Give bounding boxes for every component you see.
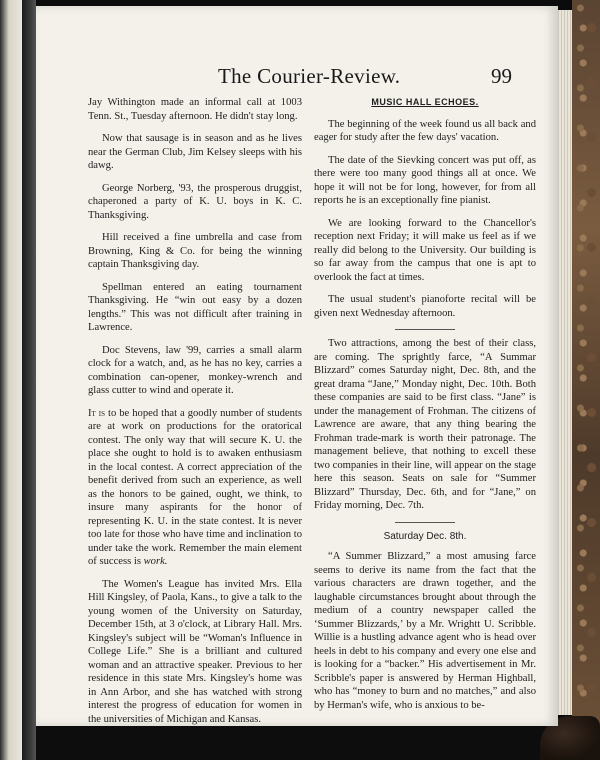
- paragraph: The usual student's pianoforte recital will be given next Wednesday afternoon.: [314, 294, 536, 319]
- paragraph: The date of the Sievking concert was put off, as there were too many good things all at once. We hope it will not be for long, however, for from all reports he is an exceptionally fine pianist.: [314, 154, 536, 206]
- book-gutter: [22, 0, 36, 760]
- womens-league-paragraph: The Women's League has invited Mrs. Ella Hill Kingsley, of Paola, Kans., to give a talk to the young women of the University on Saturday, December 15th, at 3 o'clock, at Library Hall. Mrs. Kingsley's subject will be “Woman's Influence in College Life.” She is a brilliant and cultured woman and an attractive speaker. Previous to her residence in this state Mrs. Kingsley's home was in Ann Arbor, and she has watched with strong interest the progress of education for women in the universities of Michigan and Kansas.: [88, 578, 302, 725]
- editorial-body: to be hoped that a goodly number of students are at work on productions for the oratorical contest. The only way that will secure K. U. the place she ought to hold is to awaken enthusiasm in the local contest. A correct appreciation of the benefit derived from such an experience, as well as the honors to be gained, ought, we think, to insure many aspirants for the honor of representing K. U. in the state contest. It is never too late for those who have time and inclination to under take the work. Remember the main element of success is: [88, 407, 303, 567]
- paragraph: George Norberg, '93, the prosperous druggist, chaperoned a party of K. U. boys in K. C. Thanksgiving.: [88, 182, 302, 221]
- paragraph: Jay Withington made an informal call at 1003 Tenn. St., Tuesday afternoon. He didn't stay long.: [88, 97, 302, 122]
- facing-page-edge: [0, 0, 22, 760]
- journal-title: The Courier-Review.: [218, 64, 401, 88]
- divider-rule: [395, 329, 455, 330]
- running-header: [36, 64, 558, 92]
- paragraph: Hill received a fine umbrella and case from Browning, King & Co. for being the winning captain Thanksgiving day.: [88, 232, 302, 270]
- paragraph: The beginning of the week found us all back and eager for study after the few days' vacation.: [314, 118, 536, 143]
- blizzard-paragraph: “A Summer Blizzard,” a most amusing farce seems to derive its name from the fact that the various characters are drawn together, and the laughable circumstances brought about through the medium of a country newspaper called the ‘Summer Blizzards,’ by a Mr. Wrightt U. Scribble. Willie is a hustling advance agent who is head over heels in debt to his company and every one else and is looking for a “backer.” His advertisement in Mr. Scribble's paper is answered by Herman Highball, who has “money to burn and no matches,” and also by Herman's wife, who is anxious to be-: [314, 551, 536, 711]
- editorial-emphasis: work.: [143, 556, 168, 567]
- divider-rule: [395, 522, 455, 523]
- attractions-paragraph: Two attractions, among the best of their class, are coming. The sprightly farce, “A Summar Blizzard” comes Saturday night, Dec. 8th, and the great drama “Jane,” Monday night, Dec. 10th. Both these companies are said to be first class. “Jane” is under the management of Frohman. The citizens of Lawrence are aware, that any thing bearing the Frohman trade-mark is worth their patronage. The management believe, that nothing to excell these two companies in their line, will appear on the stage here this season. Seats on sale for “Summer Blizzard” Thursday, Dec. 6th, and for “Jane,” on Friday morning, Dec. 7th.: [314, 338, 536, 511]
- paragraph: Now that sausage is in season and as he lives near the German Club, Jim Kelsey sleeps with his dawg.: [88, 133, 302, 171]
- left-column: [88, 96, 302, 735]
- book-page: [36, 6, 558, 726]
- right-column: [314, 96, 536, 721]
- editorial-lead: It is: [88, 407, 106, 419]
- section-heading: MUSIC HALL ECHOES.: [371, 97, 479, 107]
- paragraph: Doc Stevens, law '99, carries a small alarm clock for a watch, and, as he has no key, carries a combination can-opener, monkey-wrench and glass cutter to wind and operate it.: [88, 344, 302, 396]
- paragraph: Spellman entered an eating tournament Thanksgiving. He “win out easy by a dozen lengths.” This was not difficult after training in Lawrence.: [88, 281, 302, 333]
- marbled-cover: [572, 0, 600, 760]
- sub-heading: Saturday Dec. 8th.: [383, 530, 467, 542]
- editorial-paragraph: [88, 407, 302, 569]
- page-edges: [558, 10, 572, 715]
- page-number: 99: [491, 64, 512, 88]
- paragraph: We are looking forward to the Chancellor's reception next Friday; it will make us feel as if we really did belong to the University. Our building is so far away from the campus that one is apt to overlook the fact at times.: [314, 217, 536, 283]
